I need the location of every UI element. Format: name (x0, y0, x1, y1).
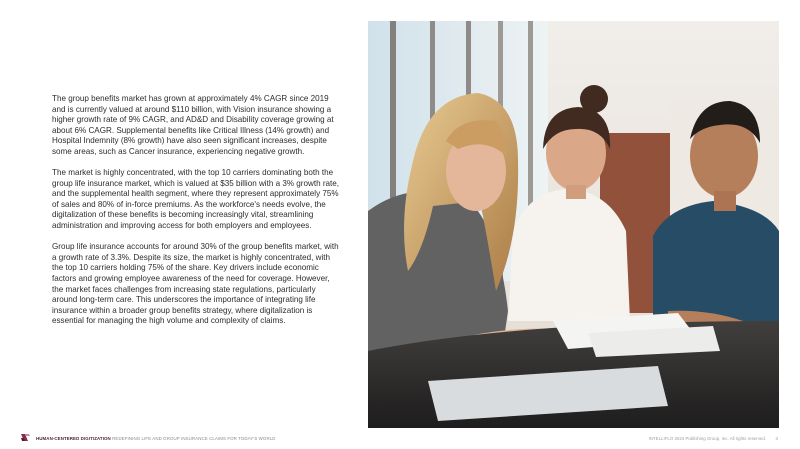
people-meeting-photo (368, 21, 779, 428)
body-text (52, 94, 340, 337)
paragraph-2: The market is highly concentrated, with the top 10 carriers dominating both the group life insurance market, which is valued at $35 billion with a 3% growth rate, and the supplemental health segment, where they represent approximately 75% of sales and 80% of in-force premiums. As the workforce's needs evolve, the digitalization of these benefits is becoming increasingly vital, streamlining administration and improving access for both employers and employees. (52, 168, 340, 231)
footer (20, 432, 778, 444)
footer-title-bold: HUMAN-CENTERED DIGITIZATION (36, 435, 111, 441)
footer-title (36, 436, 276, 441)
footer-copyright: INTELLIFLO 2024 Publishing Group, Inc. All rights reserved. (648, 435, 766, 441)
page-number: 3 (775, 435, 778, 441)
brand-logo-icon (20, 432, 31, 443)
paragraph-3: Group life insurance accounts for around 30% of the group benefits market, with a growth rate of 3.3%. Despite its size, the market is highly concentrated, with the top 10 carriers holding 75% of the share. Key drivers include economic factors and growing employee awareness of the need for coverage. However, the market faces challenges from increasing state regulations, particularly around long-term care. This underscores the importance of integrating life insurance within a broader group benefits strategy, where digitalization is essential for managing the high volume and complexity of claims. (52, 242, 339, 326)
footer-title-rest: REDEFINING LIFE AND GROUP INSURANCE CLAIMS FOR TODAY'S WORLD (110, 435, 276, 441)
paragraph-1: The group benefits market has grown at approximately 4% CAGR since 2019 and is currently valued at around $110 billion, with Vision insurance showing a higher growth rate of 9% CAGR, and AD&D and Disability coverage growing at about 6% CAGR. Supplemental benefits like Critical Illness (14% growth) and Hospital Indemnity (8% growth) have also seen significant increases, despite some areas, such as Cancer insurance, experiencing negative growth. (52, 94, 334, 156)
